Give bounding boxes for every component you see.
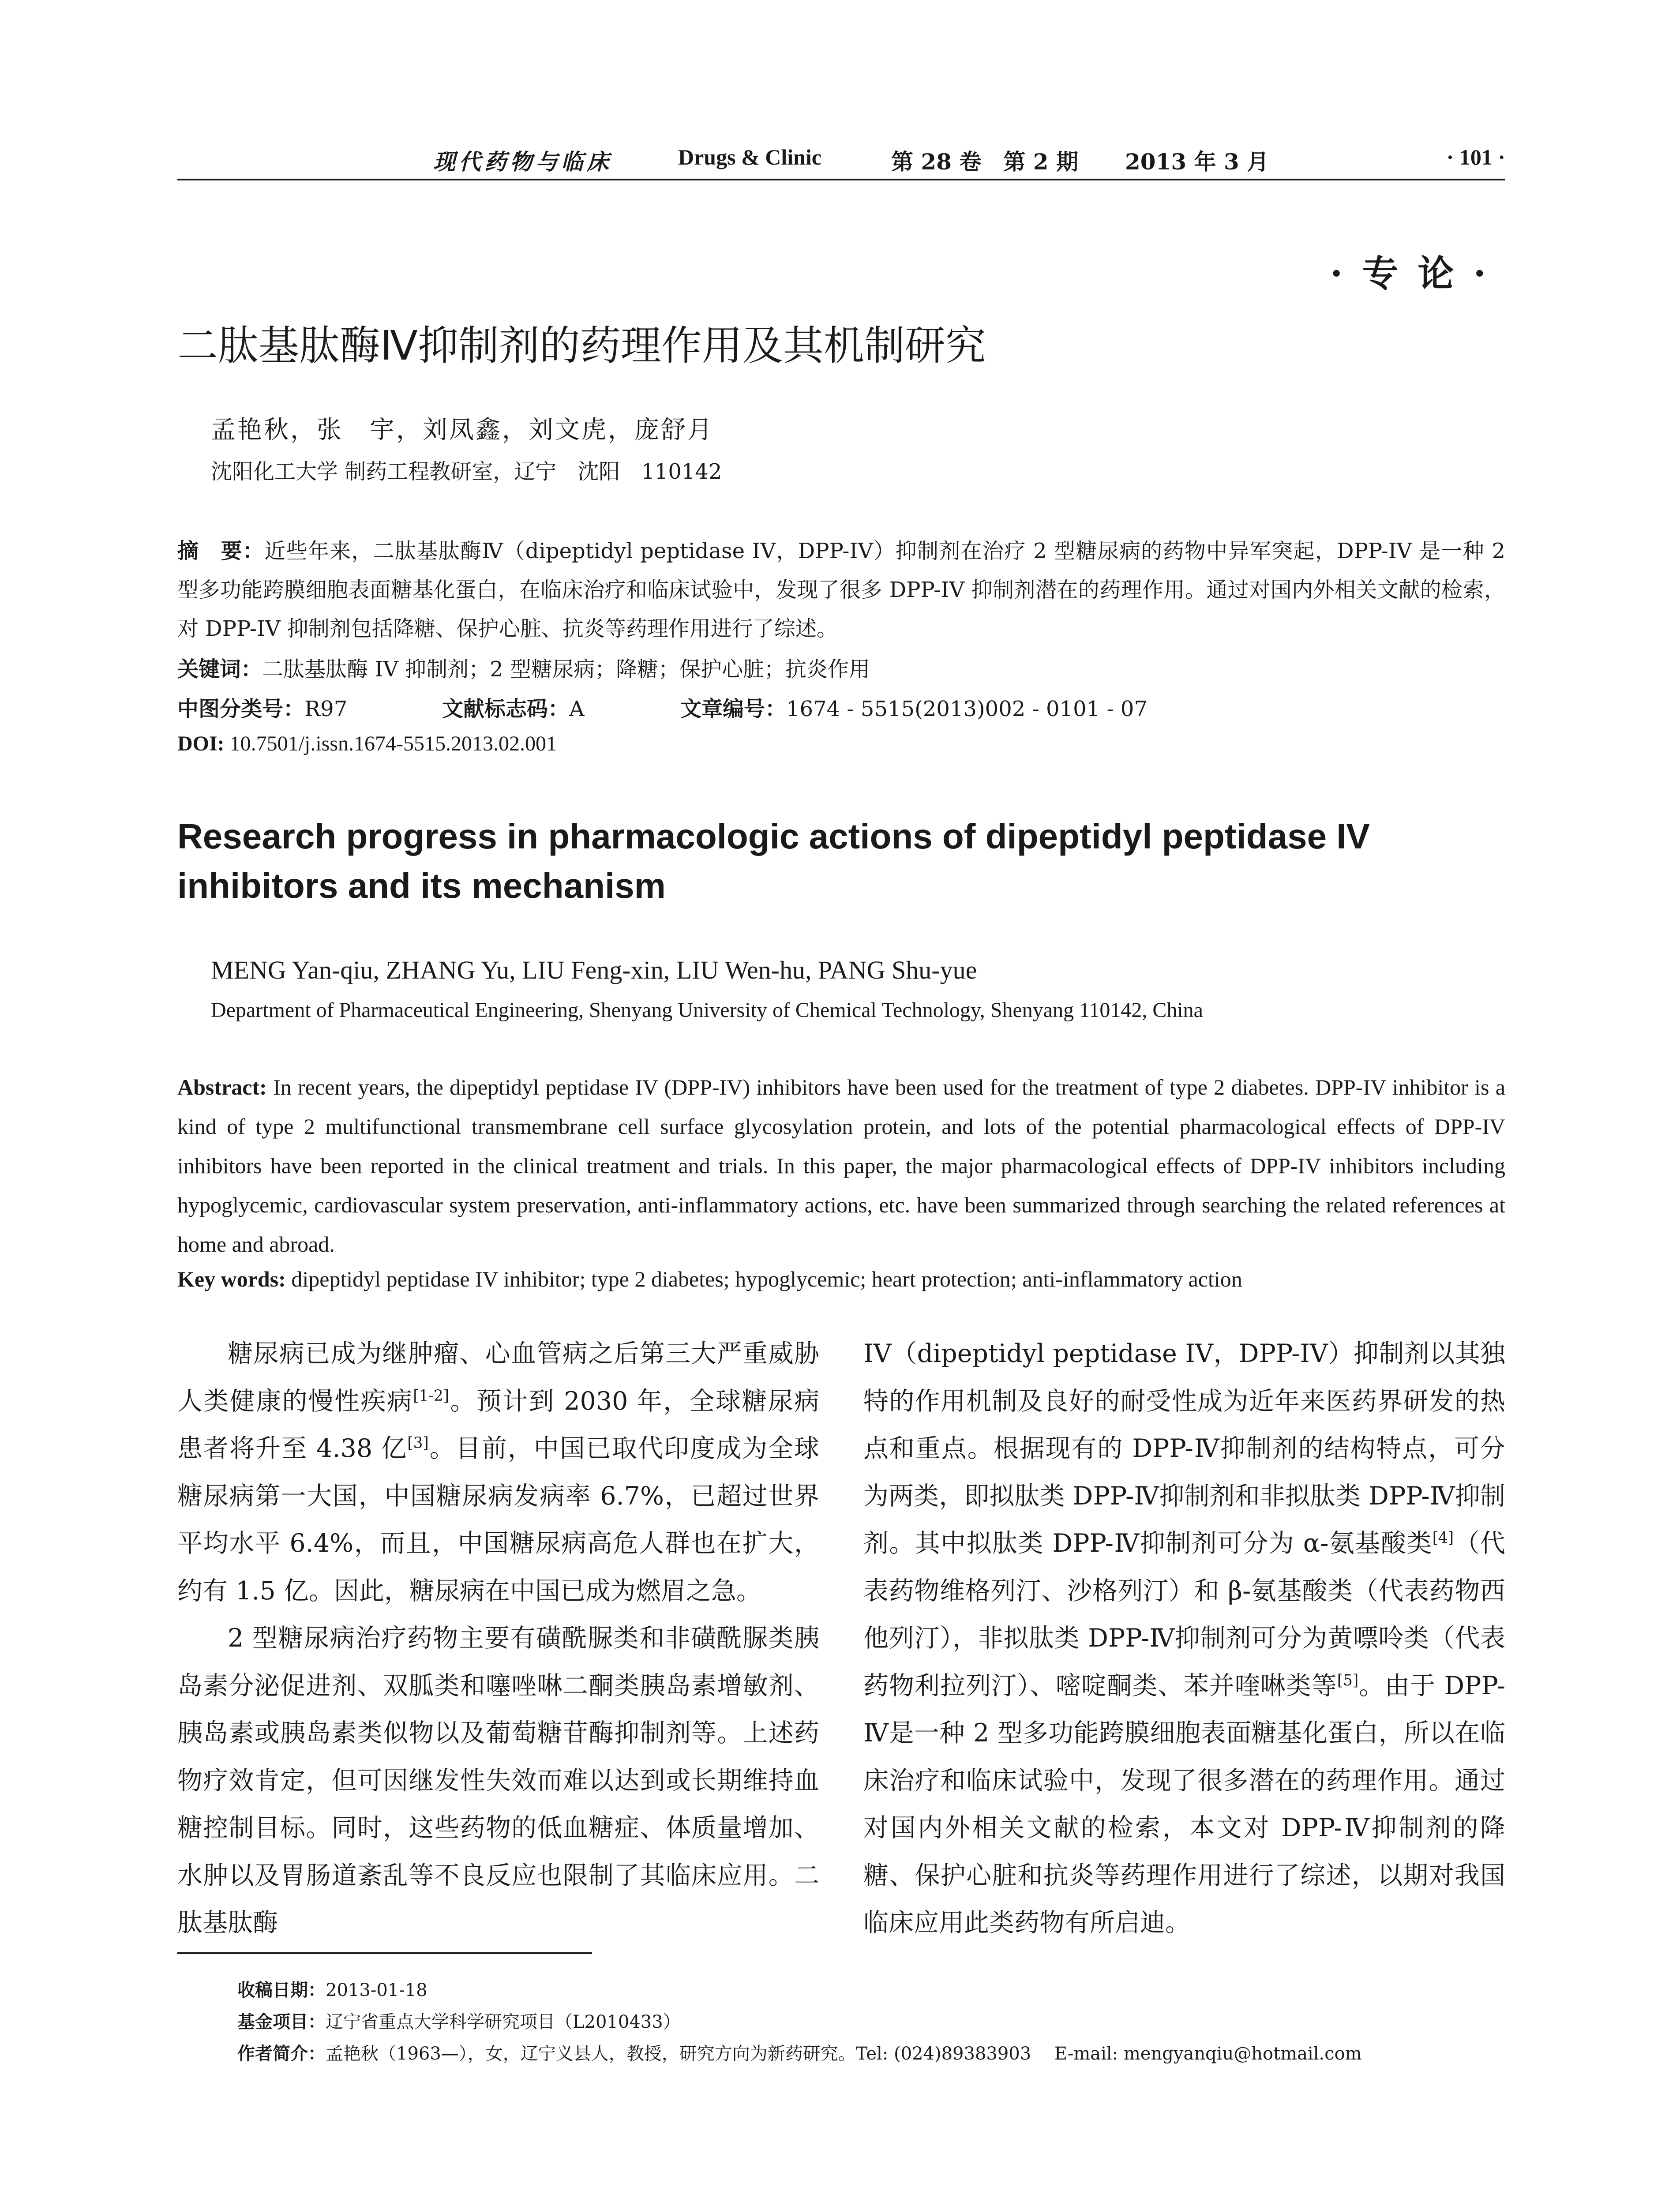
abstract-en [177,1068,1505,1264]
authors-cn: 孟艳秋，张 宇，刘凤鑫，刘文虎，庞舒月 [211,416,714,444]
keywords-cn-text: 二肽基肽酶 IV 抑制剂；2 型糖尿病；降糖；保护心脏；抗炎作用 [262,657,870,682]
body-paragraph: 2 型糖尿病治疗药物主要有磺酰脲类和非磺酰脲类胰岛素分泌促进剂、双胍类和噻唑啉二酮类胰岛素增敏剂、胰岛素或胰岛素类似物以及葡萄糖苷酶抑制剂等。上述药物疗效肯定，但可因继发性失效而难以达到或长期维持血糖控制目标。同时，这些药物的低血糖症、体质量增加、水肿以及胃肠道紊乱等不良反应也限制了其临床应用。二肽基肽酶 [177,1624,819,1937]
keywords-en-text: dipeptidyl peptidase IV inhibitor; type 2 diabetes; hypoglycemic; heart protection; anti-inflammatory action [291,1267,1242,1291]
body-paragraph [863,1330,1505,1947]
keywords-en [177,1266,1242,1292]
document-code [442,692,585,722]
body-column-left [177,1330,819,1947]
citation[interactable]: [5] [1337,1671,1359,1689]
footnote-author [237,2038,1508,2070]
footnote-rule [177,1952,592,1954]
article-number [680,692,1148,722]
journal-name-cn: 现代药物与临床 [433,149,612,175]
volume-issue: 第 28 卷 第 2 期 [891,149,1078,175]
citation[interactable]: [4] [1432,1529,1454,1547]
received-label: 收稿日期： [237,1980,326,2000]
keywords-cn-label: 关键词： [177,657,262,682]
citation[interactable]: [1-2] [413,1387,449,1405]
citation[interactable]: [3] [407,1434,429,1452]
doi-value: 10.7501/j.issn.1674-5515.2013.02.001 [229,732,557,755]
running-header [177,135,1505,179]
abstract-cn-label: 摘 要： [177,539,265,563]
body-text: IV（dipeptidyl peptidase IV，DPP-IV）抑制剂以其独特的作用机制及良好的耐受性成为近年来医药界研发的热点和重点。根据现有的 DPP-Ⅳ抑制剂的结构特点，可分为两类，即拟肽类 DPP-Ⅳ抑制剂和非拟肽类 DPP-Ⅳ抑制剂。其中拟肽类 DPP-Ⅳ抑制剂可分为 α-氨基酸类 [863,1339,1505,1558]
body-paragraph [177,1330,819,1615]
footnote-fund [237,2006,1508,2038]
footnote-received [237,1974,1508,2006]
doc-code-value: A [569,697,585,721]
keywords-en-label: Key words: [177,1267,286,1291]
body-text: 糖尿病已成为继肿瘤、心血管病之后第三大严重威胁人类健康的慢性疾病 [177,1339,819,1416]
received-date: 2013-01-18 [326,1980,428,2000]
abstract-cn-text: 近些年来，二肽基肽酶Ⅳ（dipeptidyl peptidase IV，DPP-IV）抑制剂在治疗 2 型糖尿病的药物中异军突起，DPP-IV 是一种 2 型多功能跨膜细胞表面糖基化蛋白，在临床治疗和临床试验中，发现了很多 DPP-IV 抑制剂潜在的药理作用。通过对国内外相关文献的检索，对 DPP-IV 抑制剂包括降糖、保护心脏、抗炎等药理作用进行了综述。 [177,539,1505,641]
body-text: （代表药物维格列汀、沙格列汀）和 β-氨基酸类（代表药物西他列汀），非拟肽类 DPP-Ⅳ抑制剂可分为黄嘌呤类（代表药物利拉列汀）、嘧啶酮类、苯并喹啉类等 [863,1529,1505,1700]
journal-name-en: Drugs & Clinic [678,145,821,169]
author-label: 作者简介： [237,2044,326,2064]
issue-date: 2013 年 3 月 [1125,149,1269,175]
clc-label: 中图分类号： [177,697,305,721]
body-column-right [863,1330,1505,1947]
doi [177,732,557,756]
page-number: · 101 · [1446,145,1505,169]
clc-number [177,692,347,722]
body-text: 。预计到 2030 年，全球糖尿病患者将升至 4.38 亿 [177,1386,819,1463]
body-text: 。由于 DPP-Ⅳ是一种 2 型多功能跨膜细胞表面糖基化蛋白，所以在临床治疗和临床试验中，发现了很多潜在的药理作用。通过对国内外相关文献的检索，本文对 DPP-Ⅳ抑制剂的降糖、保护心脏和抗炎等药理作用进行了综述，以期对我国临床应用此类药物有所启迪。 [863,1671,1505,1937]
article-no-value: 1674 - 5515(2013)002 - 0101 - 07 [786,697,1148,721]
body-text: 。目前，中国已取代印度成为全球糖尿病第一大国，中国糖尿病发病率 6.7%，已超过世界平均水平 6.4%，而且，中国糖尿病高危人群也在扩大，约有 1.5 亿。因此，糖尿病在中国已成为燃眉之急。 [177,1434,819,1606]
affiliation-cn: 沈阳化工大学 制药工程教研室，辽宁 沈阳 110142 [211,459,722,484]
doi-label: DOI: [177,732,225,755]
author-bio: 孟艳秋（1963—），女，辽宁义县人，教授，研究方向为新药研究。Tel: (024)89383903 E-mail: mengyanqiu@hotmail.com [326,2044,1362,2064]
keywords-cn [177,652,870,683]
article-title-en: Research progress in pharmacologic actions of dipeptidyl peptidase IV inhibitors and its mechanism [177,817,1370,905]
classification-line [177,692,1505,723]
doc-code-label: 文献标志码： [442,697,570,721]
fund-text: 辽宁省重点大学科学研究项目（L2010433） [326,2012,681,2032]
footnotes [237,1974,1508,2070]
authors-en: MENG Yan-qiu, ZHANG Yu, LIU Feng-xin, LIU Wen-hu, PANG Shu-yue [211,956,977,984]
abstract-cn [177,532,1505,648]
clc-value: R97 [304,697,348,721]
header-rule [177,179,1505,180]
abstract-en-text: In recent years, the dipeptidyl peptidase IV (DPP-IV) inhibitors have been used for the treatment of type 2 diabetes. DPP-IV inhibitor is a kind of type 2 multifunctional transmembrane cell surface glycosylation protein, and lots of the potential pharmacological effects of DPP-IV inhibitors have been reported in the clinical treatment and trials. In this paper, the major pharmacological effects of DPP-IV inhibitors including hypoglycemic, cardiovascular system preservation, anti-inflammatory actions, etc. have been summarized through searching the related references at home and abroad. [177,1075,1506,1257]
section-label: ·专论· [1330,252,1505,295]
abstract-en-label: Abstract: [177,1075,267,1099]
article-no-label: 文章编号： [680,697,787,721]
article-title-cn: 二肽基肽酶Ⅳ抑制剂的药理作用及其机制研究 [177,322,986,369]
fund-label: 基金项目： [237,2012,326,2032]
affiliation-en: Department of Pharmaceutical Engineering, Shenyang University of Chemical Technology, Shenyang 110142, China [211,998,1203,1022]
